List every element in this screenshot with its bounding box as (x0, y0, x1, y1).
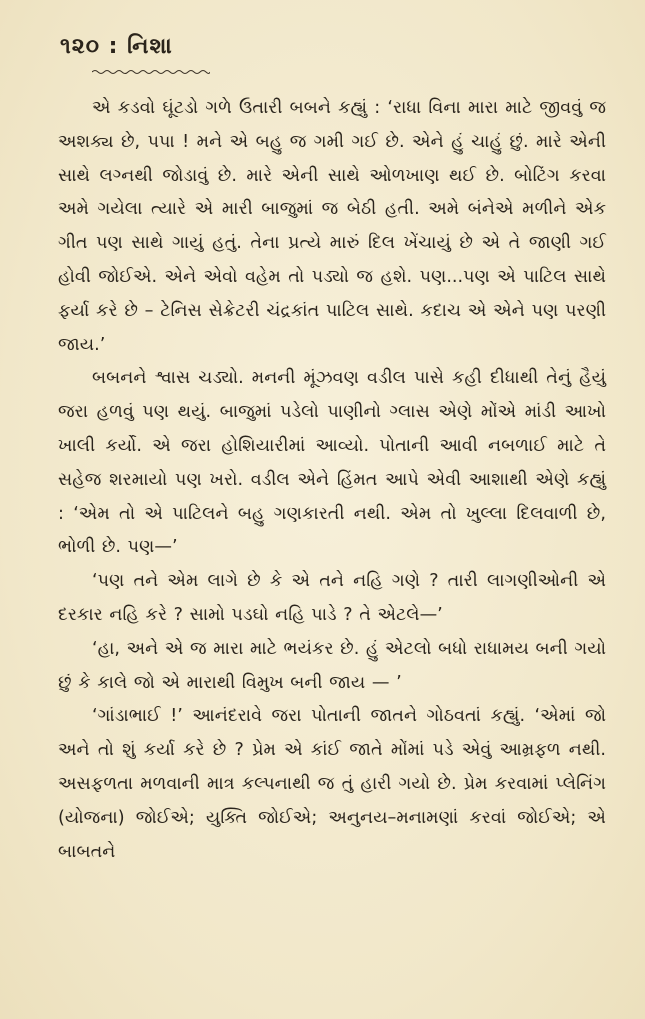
wavy-rule-ornament (92, 69, 210, 75)
paragraph-3: ‘પણ તને એમ લાગે છે કે એ તને નહિ ગણે ? તારી લાગણીઓની એ દરકાર નહિ કરે ? સામો પડઘો નહિ પાડે ? તે એટલે—’ (58, 571, 606, 625)
chapter-title: નિશા (127, 34, 173, 59)
body-text (58, 92, 606, 869)
running-header (60, 34, 173, 59)
paragraph-4: ‘હા, અને એ જ મારા માટે ભયંકર છે. હું એટલો બધો રાધામય બની ગયો છું કે કાલે જો એ મારાથી વિમુખ બની જાય — ’ (58, 638, 607, 693)
paragraph-2: બબનને શ્વાસ ચડ્યો. મનની મૂંઝવણ વડીલ પાસે કહી દીધાથી તેનું હૈયું જરા હળવું પણ થયું. બાજુમાં પડેલો પાણીનો ગ્લાસ એણે મોંએ માંડી આખો ખાલી કર્યો. એ જરા હોશિયારીમાં આવ્યો. પોતાની આવી નબળાઈ માટે તે સહેજ શરમાયો પણ ખરો. વડીલ એને હિંમત આપે એવી આશાથી એણે કહ્યું : ‘એમ તો એ પાટિલને બહુ ગણકારતી નથી. એમ તો ખુલ્લા દિલવાળી છે, ભોળી છે. પણ—’ (58, 368, 606, 558)
page-number: ૧૨૦ (60, 34, 100, 59)
header-separator: : (108, 34, 119, 59)
paragraph-1: એ કડવો ઘૂંટડો ગળે ઉતારી બબને કહ્યું : ‘રાધા વિના મારા માટે જીવવું જ અશક્ય છે, પપા ! મને એ બહુ જ ગમી ગઈ છે. એને હું ચાહું છું. મારે એની સાથે લગ્નથી જોડાવું છે. મારે એની સાથે ઓળખાણ થઈ છે. બોટિંગ કરવા અમે ગયેલા ત્યારે એ મારી બાજુમાં જ બેઠી હતી. અમે બંનેએ મળીને એક ગીત પણ સાથે ગાયું હતું. તેના પ્રત્યે મારું દિલ ખેંચાયું છે એ તે જાણી ગઈ હોવી જોઈએ. એને એવો વહેમ તો પડ્યો જ હશે. પણ...પણ એ પાટિલ સાથે ફર્યા કરે છે – ટેનિસ સેક્રેટરી ચંદ્રકાંત પાટિલ સાથે. કદાચ એ એને પણ પરણી જાય.’ (58, 98, 606, 355)
paragraph-5: ‘ગાંડાભાઈ !’ આનંદરાવે જરા પોતાની જાતને ગોઠવતાં કહ્યું. ‘એમાં જો અને તો શું કર્યા કરે છે ? પ્રેમ એ કાંઈ જાતે મોંમાં પડે એવું આમ્રફળ નથી. અસફળતા મળવાની માત્ર કલ્પનાથી જ તું હારી ગયો છે. પ્રેમ કરવામાં પ્લેનિંગ (યોજના) જોઈએ; યુક્તિ જોઈએ; અનુનય–મનામણાં કરવાં જોઈએ; એ બાબતને (58, 706, 606, 862)
